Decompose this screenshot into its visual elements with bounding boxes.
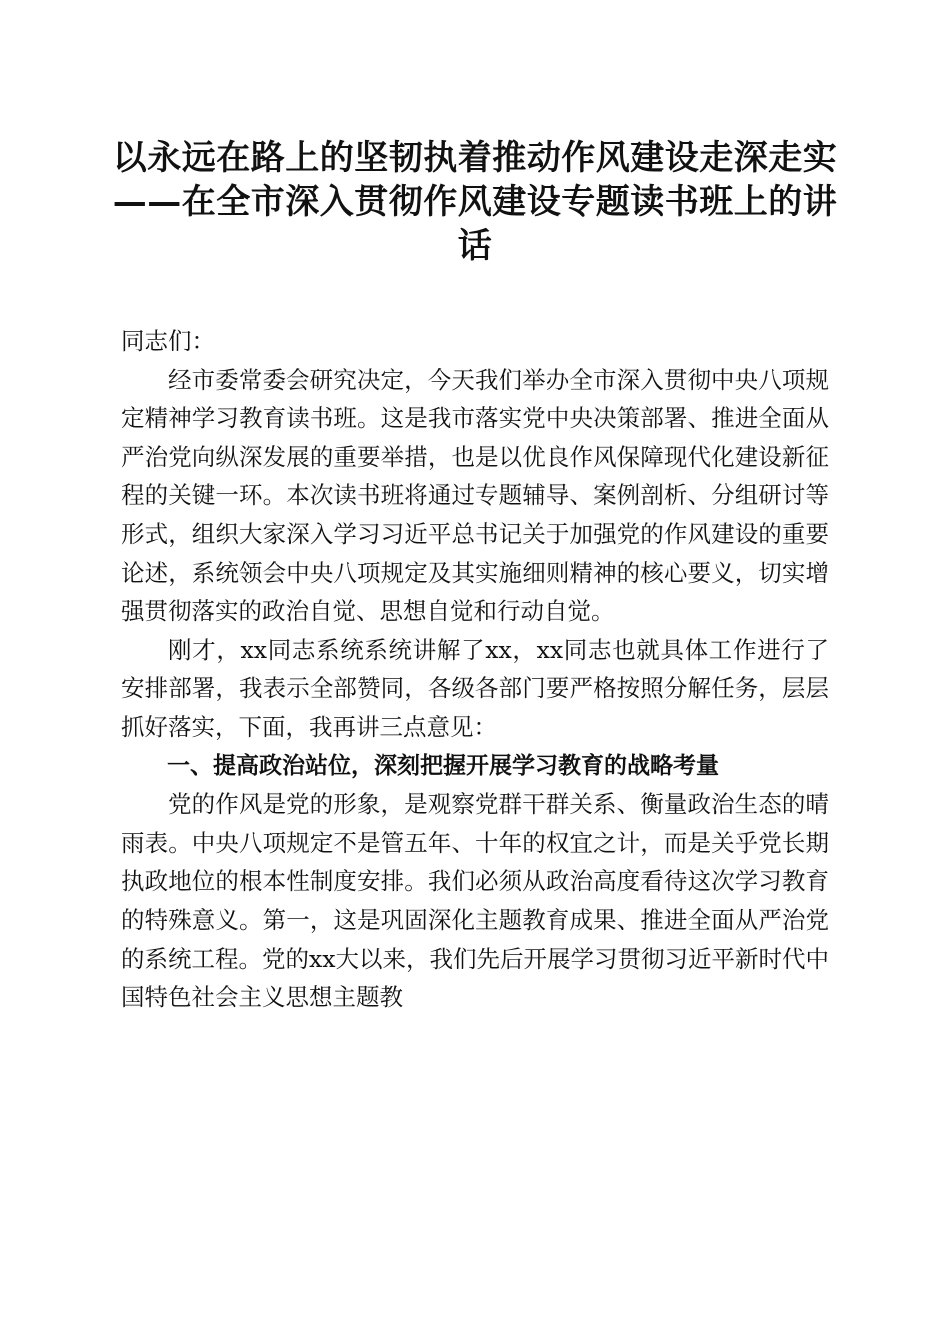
section-heading: 一、提高政治站位，深刻把握开展学习教育的战略考量 (167, 752, 719, 779)
document-title: 以永远在路上的坚韧执着推动作风建设走深走实——在全市深入贯彻作风建设专题读书班上的讲话 (112, 138, 838, 266)
intro-paragraph: 经市委常委会研究决定，今天我们举办全市深入贯彻中央八项规定精神学习教育读书班。这是我市落实党中央决策部署、推进全面从严治党向纵深发展的重要举措，也是以优良作风保障现代化建设新征程的关键一环。本次读书班将通过专题辅导、案例剖析、分组研讨等形式，组织大家深入学习习近平总书记关于加强党的作风建设的重要论述，系统领会中央八项规定及其实施细则精神的核心要义，切实增强贯彻落实的政治自觉、思想自觉和行动自觉。 (121, 365, 829, 626)
section-paragraph: 党的作风是党的形象，是观察党群干群关系、衡量政治生态的晴雨表。中央八项规定不是管五年、十年的权宜之计，而是关乎党长期执政地位的根本性制度安排。我们必须从政治高度看待这次学习教育的特殊意义。第一，这是巩固深化主题教育成果、推进全面从严治党的系统工程。党的xx大以来，我们先后开展学习贯彻习近平新时代中国特色社会主义思想主题教 (121, 790, 830, 1012)
salutation: 同志们： (121, 327, 215, 355)
document-body (121, 322, 829, 1017)
transition-paragraph: 刚才，xx同志系统系统讲解了xx，xx同志也就具体工作进行了安排部署，我表示全部赞同，各级各部门要严格按照分解任务，层层抓好落实，下面，我再讲三点意见： (121, 635, 829, 741)
